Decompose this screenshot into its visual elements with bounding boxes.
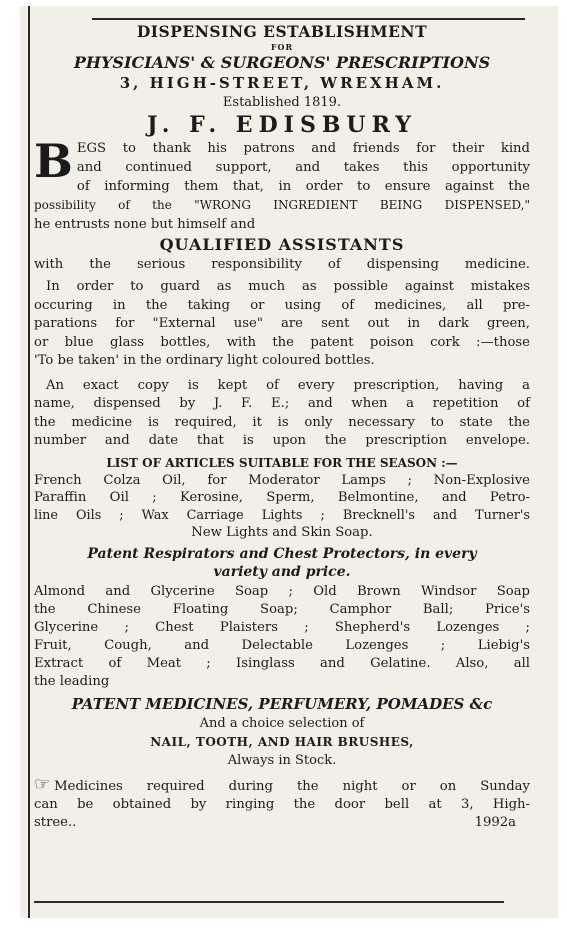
advertisement [34,22,530,832]
respirators-line: Patent Respirators and Chest Protectors, in every [87,545,477,562]
mistakes-paragraph [34,278,530,371]
pointing-hand-icon: ☞ [34,773,51,795]
establishment-heading: DISPENSING ESTABLISHMENT [136,22,428,41]
copy-paragraph [34,377,530,451]
stock-line: Always in Stock. [227,752,337,768]
assistants-heading: QUALIFIED ASSISTANTS [159,235,405,254]
intro-line: possibility of the "WRONG INGREDIENT BEING DISPENSED," [34,198,530,212]
soaps-paragraph [34,583,530,691]
top-rule [92,18,525,20]
mistakes-line: 'To be taken' in the ordinary light coloured bottles. [34,353,375,368]
season-line: Paraffin Oil ; Kerosine, Sperm, Belmontine, and Petro- [34,490,530,505]
mistakes-line: In order to guard as much as possible against mistakes [46,279,530,294]
soaps-line: Glycerine ; Chest Plaisters ; Shepherd's Lozenges ; [34,619,530,635]
respirators-line: variety and price. [213,563,351,580]
night-line: can be obtained by ringing the door bell at 3, High- [34,796,530,812]
intro-line: and continued support, and takes this opportunity [76,160,530,175]
respirators-block [34,545,530,581]
soaps-line: Fruit, Cough, and Delectable Lozenges ; Liebig's [34,637,530,653]
assistants-line: with the serious responsibility of dispensing medicine. [34,257,530,272]
copy-line: the medicine is required, it is only necessary to state the [34,414,530,430]
night-last-row [34,814,530,832]
mistakes-line: parations for "External use" are sent out in dark green, [34,316,530,331]
soaps-line: Extract of Meat ; Isinglass and Gelatine. Also, all [34,655,530,671]
selection-line: And a choice selection of [199,715,365,731]
night-line-1 [34,773,530,796]
drop-cap: B [34,134,73,188]
intro-paragraph [34,134,530,234]
intro-line: of informing them that, in order to ensure against the [76,179,530,194]
copy-line: name, dispensed by J. F. E.; and when a repetition of [34,396,530,411]
soaps-line: the Chinese Floating Soap; Camphor Ball; Price's [34,601,530,617]
copy-line: number and date that is upon the prescription envelope. [34,433,530,448]
prescriptions-heading: PHYSICIANS' & SURGEONS' PRESCRIPTIONS [73,53,491,72]
patent-heading: PATENT MEDICINES, PERFUMERY, POMADES &c [71,694,493,713]
address-line: 3, HIGH-STREET, WREXHAM. [119,74,445,92]
bottom-rule [34,901,504,903]
for-label: FOR [270,42,294,52]
season-heading: LIST OF ARTICLES SUITABLE FOR THE SEASON :— [106,455,458,470]
season-line: New Lights and Skin Soap. [191,525,373,540]
copy-line: An exact copy is kept of every prescription, having a [46,377,530,393]
night-text: Medicines required during the night or on Sunday [54,778,530,794]
night-line: stree.. [34,814,77,830]
season-line: line Oils ; Wax Carriage Lights ; Brecknell's and Turner's [34,507,530,523]
intro-line: EGS to thank his patrons and friends for their kind [76,141,530,156]
established-line: Established 1819. [222,95,342,110]
season-paragraph [34,472,530,542]
brushes-line: NAIL, TOOTH, AND HAIR BRUSHES, [150,734,414,749]
season-line: French Colza Oil, for Moderator Lamps ; Non-Explosive [34,472,530,488]
column-rule [28,6,30,918]
mistakes-line: occuring in the taking or using of medicines, all pre- [34,297,530,313]
soaps-line: the leading [34,673,110,689]
intro-line: he entrusts none but himself and [34,217,256,232]
soaps-line: Almond and Glycerine Soap ; Old Brown Windsor Soap [34,583,530,599]
reference-number: 1992a [474,814,516,830]
proprietor-name: J. F. EDISBURY [147,112,417,138]
mistakes-line: or blue glass bottles, with the patent poison cork :—those [34,334,530,350]
night-paragraph [34,773,530,832]
